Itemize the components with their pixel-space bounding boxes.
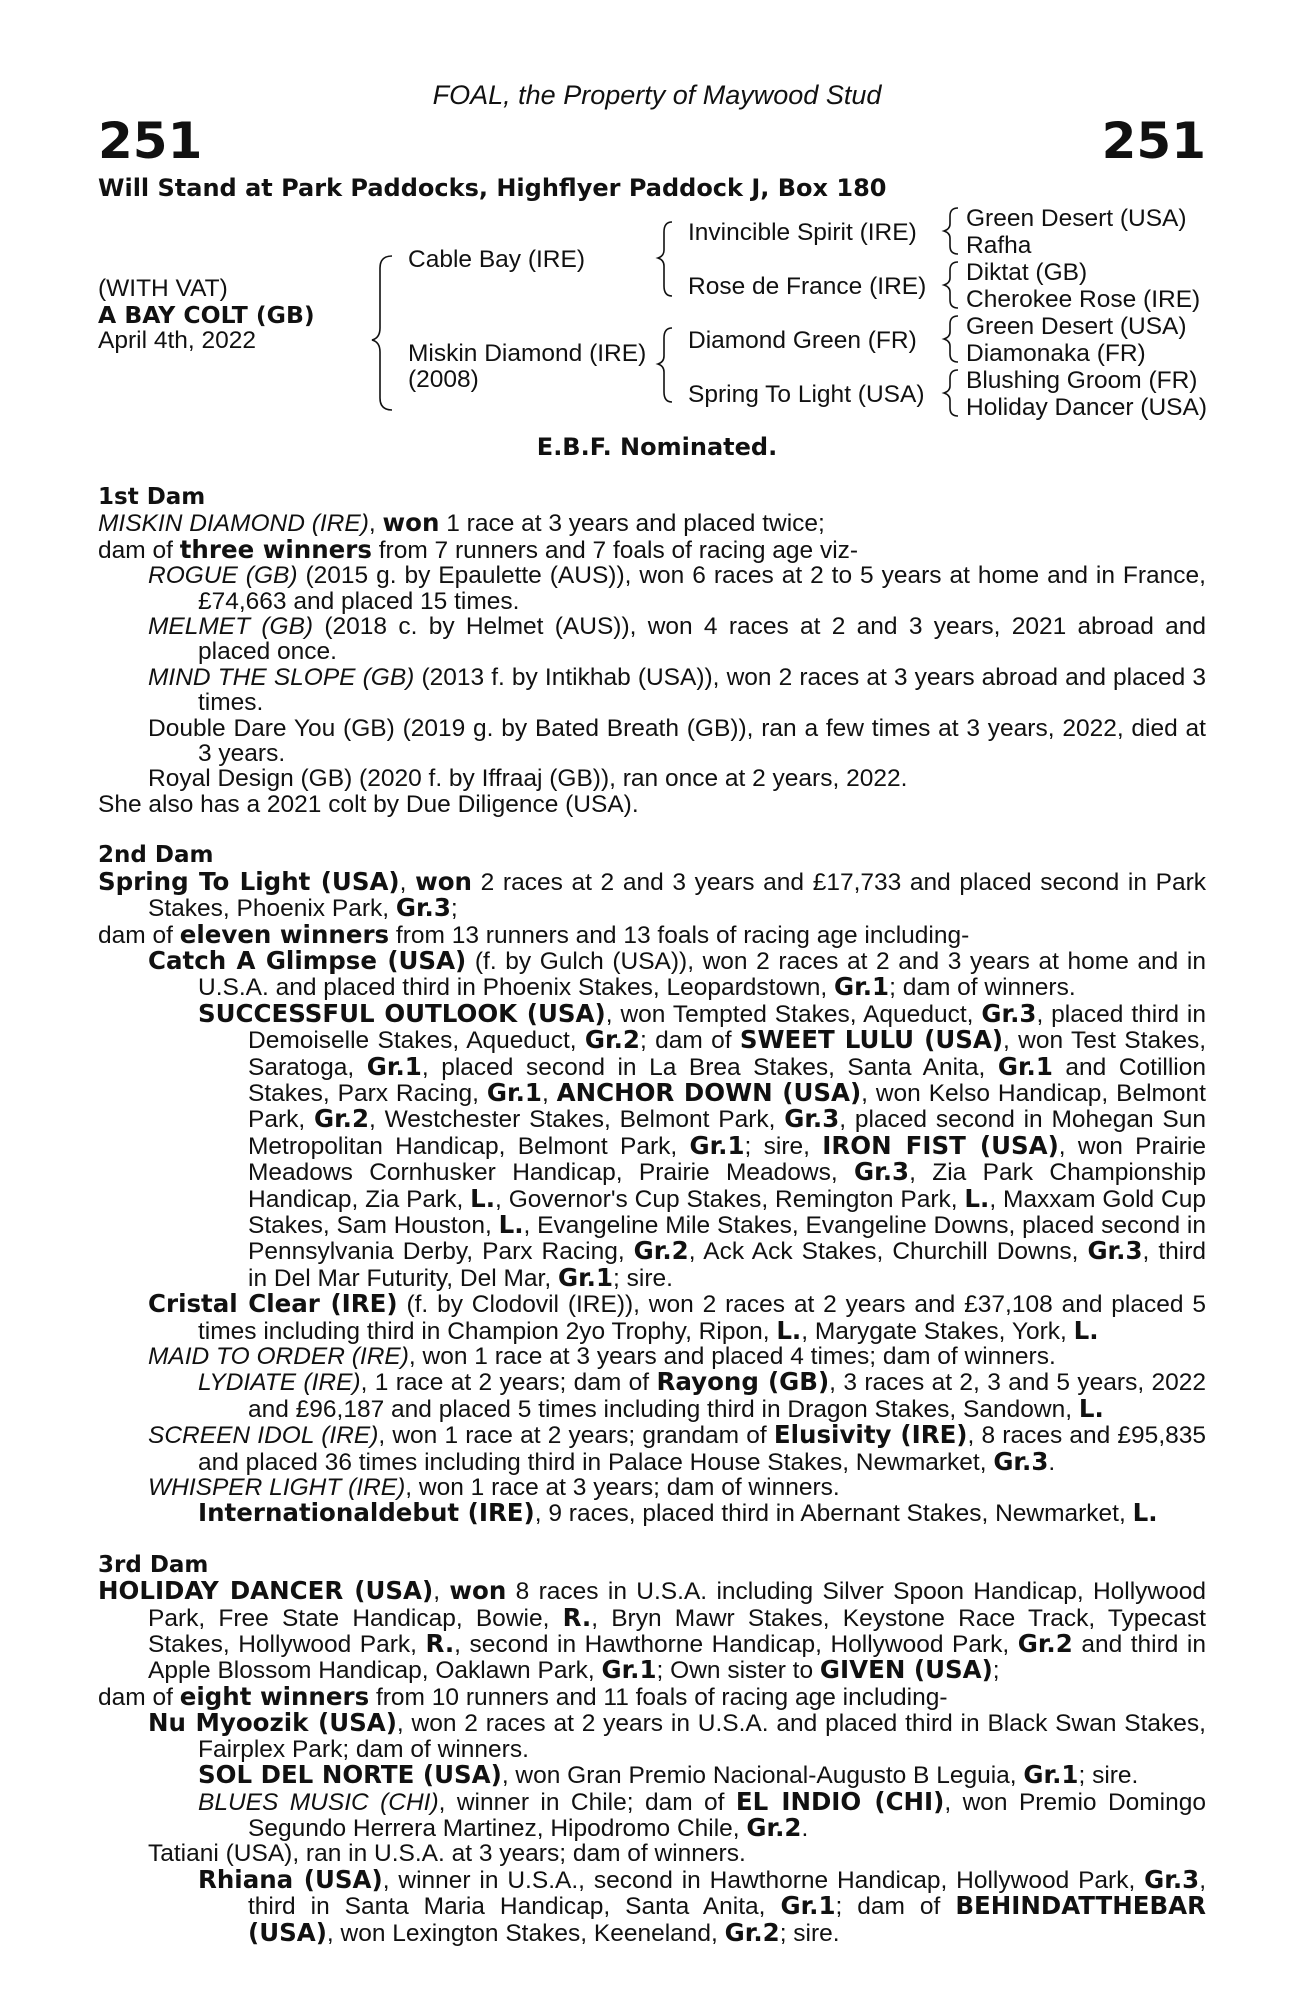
third-dam-heading: 3rd Dam — [98, 1551, 209, 1578]
gen3-7: Blushing Groom (FR) — [966, 367, 1198, 394]
catalogue-body — [98, 485, 1206, 1946]
produce-item: Rhiana (USA), winner in U.S.A., second in Hawthorne Handicap, Hollywood Park, Gr.3, third in Santa Maria Handicap, Santa Anita, Gr.1; dam of BEHINDATTHEBAR (USA), won Lexington Stakes, Keeneland, Gr.2; sire. — [198, 1864, 1206, 1947]
sire-dam: Rose de France (IRE) — [688, 273, 927, 300]
gen3-4: Cherokee Rose (IRE) — [966, 286, 1201, 313]
gen3-5: Green Desert (USA) — [966, 313, 1187, 340]
lot-number-left: 251 — [98, 112, 203, 170]
produce-item: Internationaldebut (IRE), 9 races, placed third in Abernant Stakes, Newmarket, L. — [198, 1498, 1158, 1528]
produce-item: MELMET (GB) (2018 c. by Helmet (AUS)), won 4 races at 2 and 3 years, 2021 abroad and placed once. — [148, 613, 1206, 666]
first-dam-record: dam of three winners from 7 runners and 7 foals of racing age viz- — [98, 534, 859, 564]
sire-sire: Invincible Spirit (IRE) — [688, 219, 917, 246]
produce-item: ROGUE (GB) (2015 g. by Epaulette (AUS)), won 6 races at 2 to 5 years at home and in France, £74,663 and placed 15 times. — [148, 562, 1206, 615]
gen3-1: Green Desert (USA) — [966, 205, 1187, 232]
sire: Cable Bay (IRE) — [408, 246, 586, 273]
lot-number-right: 251 — [1101, 112, 1206, 170]
ebf-nominated: E.B.F. Nominated. — [536, 433, 778, 461]
gen3-3: Diktat (GB) — [966, 259, 1088, 286]
produce-item: WHISPER LIGHT (IRE), won 1 race at 3 years; dam of winners. — [148, 1474, 840, 1502]
produce-item: Cristal Clear (IRE) (f. by Clodovil (IRE)), won 2 races at 2 years and £37,108 and placed 5 times including third in Champion 2yo Trophy, Ripon, L., Marygate Stakes, York, L. — [148, 1289, 1206, 1345]
produce-item: MIND THE SLOPE (GB) (2013 f. by Intikhab (USA)), won 2 races at 3 years abroad and placed 3 times. — [148, 663, 1206, 717]
produce-item: SUCCESSFUL OUTLOOK (USA), won Tempted Stakes, Aqueduct, Gr.3, placed third in Demoiselle Stakes, Aqueduct, Gr.2; dam of SWEET LULU (USA), won Test Stakes, Saratoga, Gr.1, placed second in La Brea Stakes, Santa Anita, Gr.1 and Cotillion Stakes, Parx Racing, Gr.1, ANCHOR DOWN (USA), won Kelso Handicap, Belmont Park, Gr.2, Westchester Stakes, Belmont Park, Gr.3, placed second in Mohegan Sun Metropolitan Handicap, Belmont Park, Gr.1; sire, IRON FIST (USA), won Prairie Meadows Cornhusker Handicap, Prairie Meadows, Gr.3, Zia Park Championship Handicap, Zia Park, L., Governor's Cup Stakes, Remington Park, L., Maxxam Gold Cup Stakes, Sam Houston, L., Evangeline Mile Stakes, Evangeline Downs, placed second in Pennsylvania Derby, Parx Racing, Gr.2, Ack Ack Stakes, Churchill Downs, Gr.3, third in Del Mar Futurity, Del Mar, Gr.1; sire. — [198, 998, 1207, 1292]
gen3-8: Holiday Dancer (USA) — [966, 394, 1207, 421]
produce-item: Royal Design (GB) (2020 f. by Iffraaj (GB)), ran once at 2 years, 2022. — [148, 765, 908, 793]
produce-note: She also has a 2021 colt by Due Diligence (USA). — [98, 790, 639, 818]
first-dam-line: MISKIN DIAMOND (IRE), won 1 race at 3 years and placed twice; — [98, 508, 825, 538]
gen3-6: Diamonaka (FR) — [966, 340, 1146, 367]
third-dam-line: HOLIDAY DANCER (USA), won 8 races in U.S.A. including Silver Spoon Handicap, Hollywood Park, Free State Handicap, Bowie, R., Bryn Mawr Stakes, Keystone Race Track, Typecast Stakes, Hollywood Park, R., second in Hawthorne Handicap, Hollywood Park, Gr.2 and third in Apple Blossom Handicap, Oaklawn Park, Gr.1; Own sister to GIVEN (USA); — [98, 1576, 1207, 1685]
page-title: FOAL, the Property of Maywood Stud — [432, 80, 882, 110]
stand-location: Will Stand at Park Paddocks, Highflyer Paddock J, Box 180 — [98, 174, 887, 202]
dam-year: (2008) — [408, 366, 479, 393]
produce-item: Catch A Glimpse (USA) (f. by Gulch (USA)), won 2 races at 2 and 3 years at home and in U.S.A. and placed third in Phoenix Stakes, Leopardstown, Gr.1; dam of winners. — [148, 945, 1206, 1002]
foal-name: A BAY COLT (GB) — [98, 301, 315, 329]
produce-item: Double Dare You (GB) (2019 g. by Bated Breath (GB)), ran a few times at 3 years, 2022, died at 3 years. — [148, 714, 1206, 768]
produce-item: BLUES MUSIC (CHI), winner in Chile; dam of EL INDIO (CHI), won Premio Domingo Segundo Herrera Martinez, Hipodromo Chile, Gr.2. — [198, 1786, 1207, 1842]
vat-note: (WITH VAT) — [98, 275, 228, 302]
dam-sire: Diamond Green (FR) — [688, 327, 917, 354]
produce-item: SOL DEL NORTE (USA), won Gran Premio Nacional-Augusto B Leguia, Gr.1; sire. — [198, 1760, 1139, 1790]
produce-item: SCREEN IDOL (IRE), won 1 race at 2 years; grandam of Elusivity (IRE), 8 races and £95,835 and placed 36 times including third in Palace House Stakes, Newmarket, Gr.3. — [148, 1420, 1206, 1476]
foal-date: April 4th, 2022 — [98, 327, 256, 354]
gen3-2: Rafha — [966, 232, 1032, 259]
pedigree-brackets — [0, 0, 1314, 440]
produce-item: LYDIATE (IRE), 1 race at 2 years; dam of Rayong (GB), 3 races at 2, 3 and 5 years, 2022 and £96,187 and placed 5 times including third in Dragon Stakes, Sandown, L. — [198, 1367, 1207, 1423]
produce-item: MAID TO ORDER (IRE), won 1 race at 3 years and placed 4 times; dam of winners. — [148, 1343, 1056, 1370]
produce-item: Nu Myoozik (USA), won 2 races at 2 years in U.S.A. and placed third in Black Swan Stakes, Fairplex Park; dam of winners. — [148, 1708, 1206, 1763]
second-dam-line: Spring To Light (USA), won 2 races at 2 and 3 years and £17,733 and placed second in Park Stakes, Phoenix Park, Gr.3; — [98, 866, 1206, 923]
produce-item: Tatiani (USA), ran in U.S.A. at 3 years; dam of winners. — [148, 1840, 746, 1868]
third-dam-record: dam of eight winners from 10 runners and 11 foals of racing age including- — [98, 1681, 948, 1711]
dam: Miskin Diamond (IRE) — [408, 340, 647, 367]
dam-dam: Spring To Light (USA) — [688, 381, 925, 408]
second-dam-record: dam of eleven winners from 13 runners and 13 foals of racing age including- — [98, 919, 970, 949]
first-dam-heading: 1st Dam — [98, 484, 206, 510]
second-dam-heading: 2nd Dam — [98, 842, 214, 869]
